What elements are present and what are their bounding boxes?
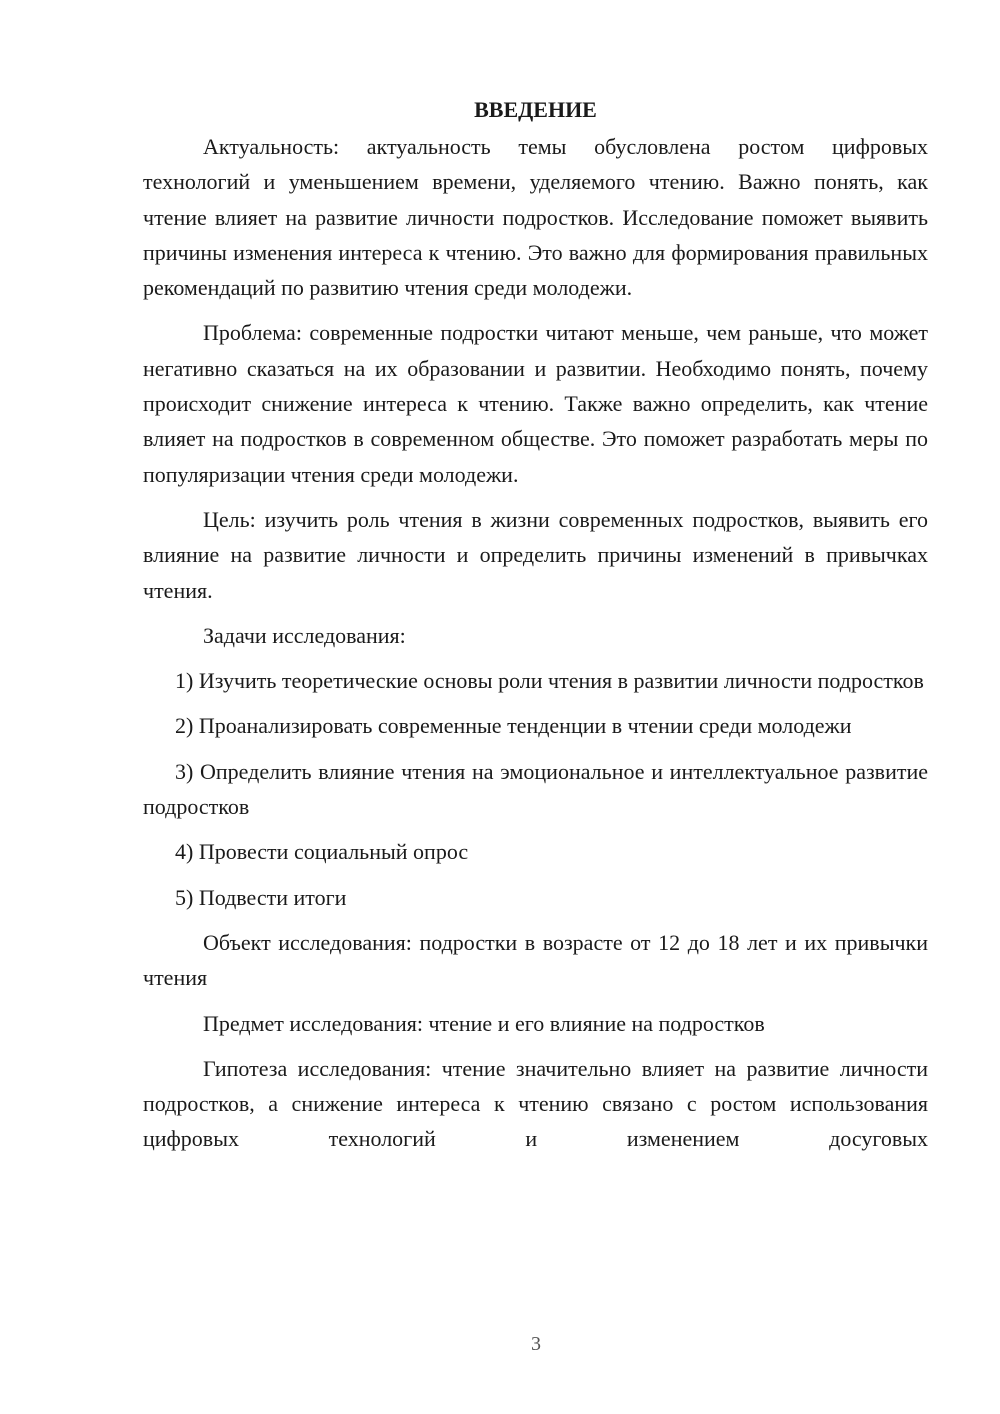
paragraph-subject: Предмет исследования: чтение и его влияние на подростков [203, 1010, 765, 1036]
paragraph-problem: Проблема: современные подростки читают меньше, чем раньше, что может негативно сказаться на их образовании и развитии. Необходимо понять, почему происходит снижение интереса к чтению. Также важно определить, как чтение влияет на подростков в современном обществе. Это поможет разработать меры по популяризации чтения среди молодежи. [143, 320, 928, 487]
page-title: ВВЕДЕНИЕ [474, 97, 597, 122]
task-item-5: 5) Подвести итоги [175, 884, 347, 910]
task-item-4: 4) Провести социальный опрос [175, 839, 469, 865]
paragraph-relevance: Актуальность: актуальность темы обусловлена ростом цифровых технологий и уменьшением времени, уделяемого чтению. Важно понять, как чтение влияет на развитие личности подростков. Исследование поможет выявить причины изменения интереса к чтению. Это важно для формирования правильных рекомендаций по развитию чтения среди молодежи. [143, 134, 928, 301]
task-item-3: 3) Определить влияние чтения на эмоциональное и интеллектуальное развитие подростков [143, 758, 928, 820]
page-number: 3 [531, 1333, 541, 1355]
task-item-1: 1) Изучить теоретические основы роли чтения в развитии личности подростков [175, 668, 924, 694]
task-item-2: 2) Проанализировать современные тенденции в чтении среди молодежи [175, 713, 852, 739]
paragraph-goal: Цель: изучить роль чтения в жизни современных подростков, выявить его влияние на развитие личности и определить причины изменений в привычках чтения. [143, 506, 928, 603]
paragraph-hypothesis: Гипотеза исследования: чтение значительно влияет на развитие личности подростков, а снижение интереса к чтению связано с ростом использования цифровых технологий и изменением досуговых [143, 1055, 928, 1152]
document-page [143, 92, 928, 1157]
paragraph-object: Объект исследования: подростки в возрасте от 12 до 18 лет и их привычки чтения [143, 929, 928, 991]
paragraph-tasks-heading: Задачи исследования: [203, 622, 406, 648]
